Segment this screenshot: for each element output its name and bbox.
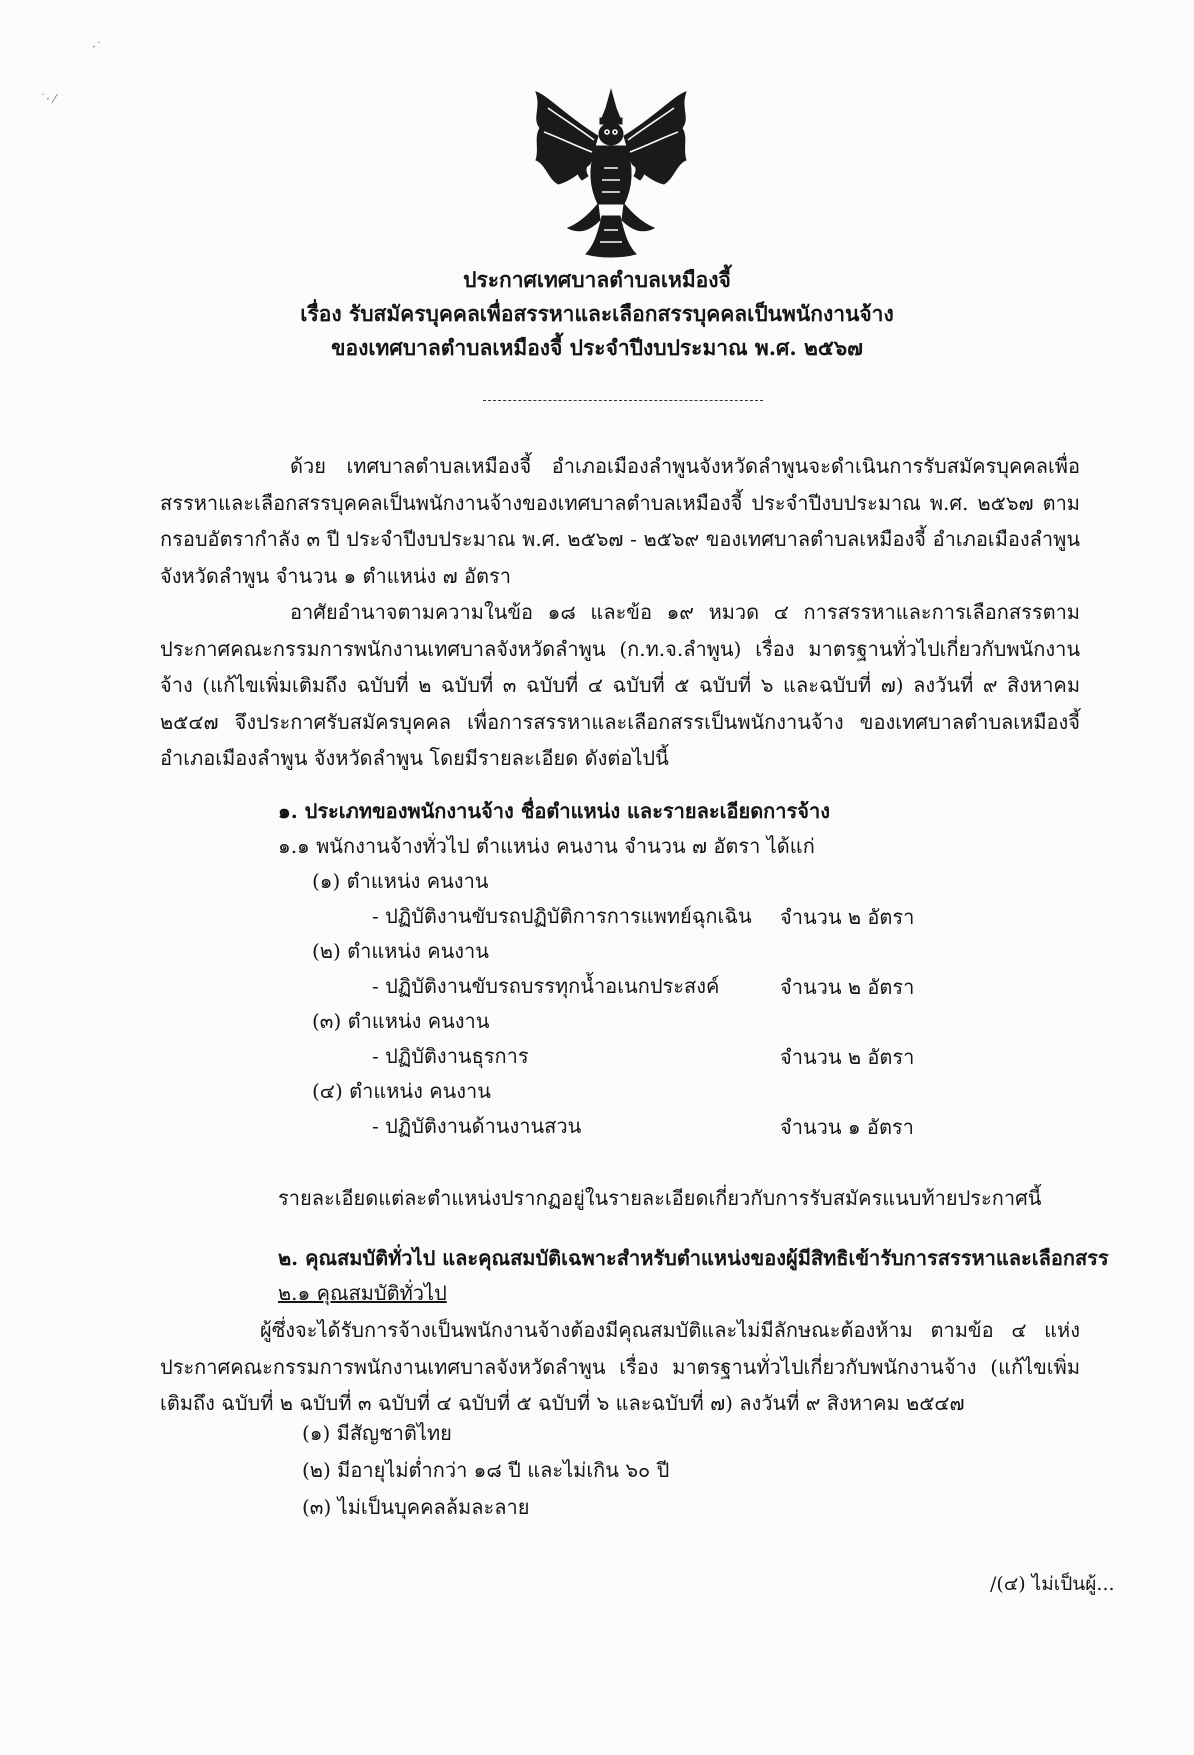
title-line-1: ประกาศเทศบาลตำบลเหมืองจี้ bbox=[463, 267, 731, 292]
qualification-item: (๒) มีอายุไม่ต่ำกว่า ๑๘ ปี และไม่เกิน ๖๐ ปี bbox=[302, 1458, 670, 1482]
intro-paragraph-1: ด้วย เทศบาลตำบลเหมืองจี้ อำเภอเมืองลำพูนจังหวัดลำพูนจะดำเนินการรับสมัครบุคคลเพื่อสรรหาและเลือกสรรบุคคลเป็นพนักงานจ้างของเทศบาลตำบลเหมืองจี้ ประจำปีงบประมาณ พ.ศ. ๒๕๖๗ ตามกรอบอัตรากำลัง ๓ ปี ประจำปีงบประมาณ พ.ศ. ๒๕๖๗ - ๒๕๖๙ ของเทศบาลตำบลเหมืองจี้ อำเภอเมืองลำพูน จังหวัดลำพูน จำนวน ๑ ตำแหน่ง ๗ อัตรา bbox=[160, 454, 1080, 588]
section-1-heading: ๑. ประเภทของพนักงานจ้าง ชื่อตำแหน่ง และรายละเอียดการจ้าง bbox=[278, 799, 830, 823]
section-2-paragraph: ผู้ซึ่งจะได้รับการจ้างเป็นพนักงานจ้างต้องมีคุณสมบัติและไม่มีลักษณะต้องห้าม ตามข้อ ๔ แห่งประกาศคณะกรรมการพนักงานเทศบาลจังหวัดลำพูน เรื่อง มาตรฐานทั่วไปเกี่ยวกับพนักงานจ้าง (แก้ไขเพิ่มเติมถึง ฉบับที่ ๒ ฉบับที่ ๓ ฉบับที่ ๔ ฉบับที่ ๕ ฉบับที่ ๖ และฉบับที่ ๗) ลงวันที่ ๙ สิงหาคม ๒๕๔๗ bbox=[160, 1318, 1080, 1415]
section-1-note: รายละเอียดแต่ละตำแหน่งปรากฏอยู่ในรายละเอียดเกี่ยวกับการรับสมัครแนบท้ายประกาศนี้ bbox=[278, 1186, 1042, 1210]
section-2-heading: ๒. คุณสมบัติทั่วไป และคุณสมบัติเฉพาะสำหรับตำแหน่งของผู้มีสิทธิเข้ารับการสรรหาและเลือกสรร bbox=[278, 1246, 1109, 1270]
position-duty: - ปฏิบัติงานขับรถบรรทุกน้ำอเนกประสงค์ bbox=[372, 974, 720, 998]
title-line-3: ของเทศบาลตำบลเหมืองจี้ ประจำปีงบประมาณ พ.ศ. ๒๕๖๗ bbox=[331, 335, 863, 360]
section-1-1-subheading: ๑.๑ พนักงานจ้างทั่วไป ตำแหน่ง คนงาน จำนวน ๗ อัตรา ได้แก่ bbox=[278, 834, 815, 858]
scan-speck: ˙· ⁄ bbox=[40, 92, 56, 106]
qualification-item: (๑) มีสัญชาติไทย bbox=[302, 1421, 452, 1445]
intro-paragraph-2: อาศัยอำนาจตามความในข้อ ๑๘ และข้อ ๑๙ หมวด ๔ การสรรหาและการเลือกสรรตามประกาศคณะกรรมการพนักงานเทศบาลจังหวัดลำพูน (ก.ท.จ.ลำพูน) เรื่อง มาตรฐานทั่วไปเกี่ยวกับพนักงานจ้าง (แก้ไขเพิ่มเติมถึง ฉบับที่ ๒ ฉบับที่ ๓ ฉบับที่ ๔ ฉบับที่ ๕ ฉบับที่ ๖ และฉบับที่ ๗) ลงวันที่ ๙ สิงหาคม ๒๕๔๗ จึงประกาศรับสมัครบุคคล เพื่อการสรรหาและเลือกสรรเป็นพนักงานจ้าง ของเทศบาลตำบลเหมืองจี้ อำเภอเมืองลำพูน จังหวัดลำพูน โดยมีรายละเอียด ดังต่อไปนี้ bbox=[160, 600, 1080, 770]
section-2-1-subheading: ๒.๑ คุณสมบัติทั่วไป bbox=[278, 1281, 447, 1305]
qualification-item: (๓) ไม่เป็นบุคคลล้มละลาย bbox=[302, 1495, 530, 1519]
title-separator bbox=[483, 400, 763, 401]
position-count: จำนวน ๑ อัตรา bbox=[780, 1115, 914, 1139]
position-title: (๔) ตำแหน่ง คนงาน bbox=[312, 1079, 491, 1103]
scan-speck: ·˙ bbox=[92, 40, 102, 54]
position-count: จำนวน ๒ อัตรา bbox=[780, 975, 915, 999]
position-count: จำนวน ๒ อัตรา bbox=[780, 1045, 915, 1069]
position-title: (๑) ตำแหน่ง คนงาน bbox=[312, 869, 489, 893]
title-line-2: เรื่อง รับสมัครบุคคลเพื่อสรรหาและเลือกสรรบุคคลเป็นพนักงานจ้าง bbox=[300, 301, 894, 326]
position-title: (๓) ตำแหน่ง คนงาน bbox=[312, 1009, 490, 1033]
position-duty: - ปฏิบัติงานขับรถปฏิบัติการการแพทย์ฉุกเฉิน bbox=[372, 904, 752, 928]
position-duty: - ปฏิบัติงานธุรการ bbox=[372, 1044, 529, 1068]
garuda-emblem-icon bbox=[528, 88, 694, 260]
continuation-note: /(๔) ไม่เป็นผู้... bbox=[990, 1573, 1115, 1595]
position-title: (๒) ตำแหน่ง คนงาน bbox=[312, 939, 489, 963]
position-duty: - ปฏิบัติงานด้านงานสวน bbox=[372, 1114, 582, 1138]
position-count: จำนวน ๒ อัตรา bbox=[780, 905, 915, 929]
